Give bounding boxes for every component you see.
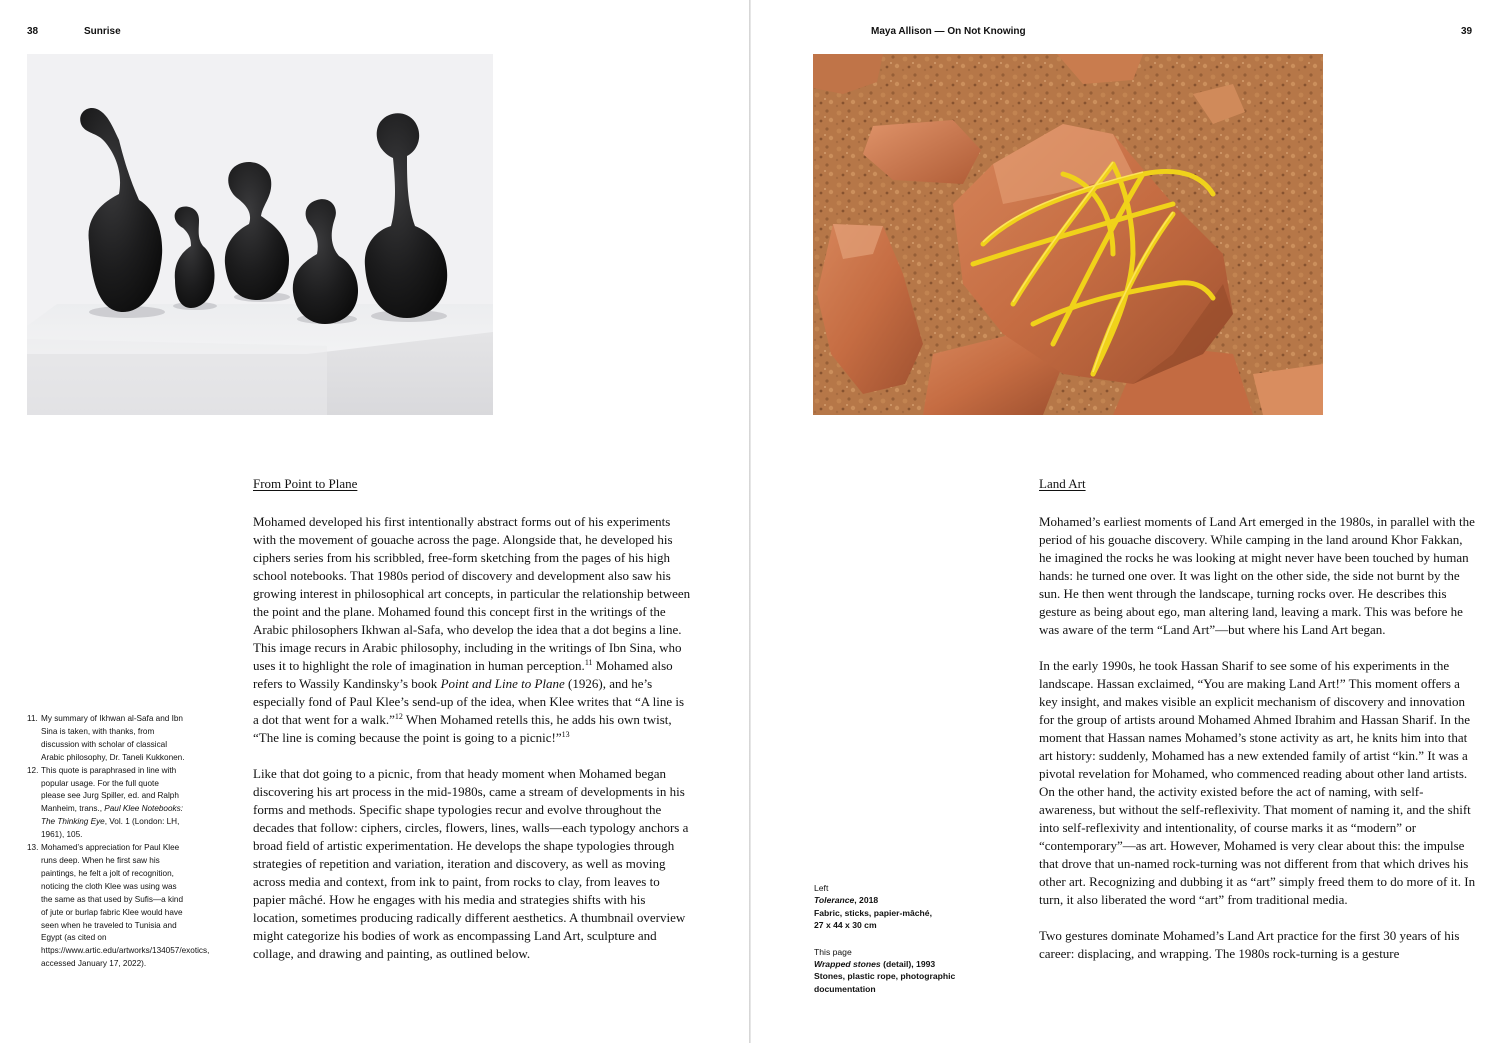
paragraph: In the early 1990s, he took Hassan Sharif to see some of his experiments in the landscape. Hassan exclaimed, “You are making Land Art!” This moment offers a key insight, and makes visible an explicit mechanism of discovery and innovation for the group of artists around Mohamed Ahmed Ibrahim and Hassan Sharif. In the moment that Hassan names Mohamed’s stone activity as art, he knits him into that art history: suddenly, Mohamed has a new extended family of artist “kin.” It was a pivotal revelation for Mohamed, who commenced reading about other land artists. On the other hand, the activity existed before the act of naming, with self-awareness, but without the self-reflexivity. That moment of naming it, and the shift into self-reflexivity and intentionality, of course marks it as “modern” or “contemporary”—as art. However, Mohamed is very clear about this: the impulse that drove that un-named rock-turning was not different from that which drives his other art. Recognizing and dubbing it as “art” simply freed them to do more of it. In turn, it also liberated the word “art” from traditional media. (1039, 658, 1476, 907)
caption-title-line (814, 894, 974, 906)
paragraph: Mohamed developed his first intentionally abstract forms out of his experiments with the movement of gouache across the page. Alongside that, he developed his ciphers series from his scribbled, free-form sketching from the pages of his high school notebooks. That 1980s period of discovery and development also saw his growing interest in philosophical art concepts, in particular the relationship between the point and the plane. Mohamed found this concept first in the writings of the Arabic philosophers Ikhwan al-Safa, who develop the idea that a dot begins a line. This image recurs in Arabic philosophy, including in the writings of Ibn Sina, who uses it to highlight the role of imagination in human perception.$^{11}$ Mohamed also refers to Wassily Kandinsky’s book Point and Line to Plane (1926), and he’s especially fond of Paul Klee’s send-up of the idea, when Klee writes that “A line is a dot that went for a walk.”$^{12}$ When Mohamed retells this, he adds his own twist, “The line is coming because the point is going to a picnic!”$^{13}$ (253, 514, 691, 745)
body-text-right (1039, 513, 1476, 981)
caption-this-page-image (814, 946, 974, 996)
book-title: Point and Line to Plane (440, 676, 565, 691)
footnote-ref: 12 (394, 712, 403, 721)
running-head-right: Maya Allison — On Not Knowing (871, 26, 1026, 37)
page-number-left: 38 (27, 26, 39, 37)
footnote-number: 11. (27, 714, 38, 723)
caption-date: , 2018 (854, 895, 879, 906)
footnote-number: 13. (27, 843, 39, 853)
footnote-text: My summary of Ikhwan al-Safa and Ibn Sina is taken, with thanks, from discussion with scholar of classical Arabic philosophy, Dr. Taneli Kukkonen. (41, 714, 185, 762)
footnote-text: This quote is paraphrased in line with popular usage. For the full quote please see Jurg Spiller, ed. and Ralph Manheim, trans., Paul Klee Notebooks: The Thinking Eye, Vol. 1 (London: LH, 1961), 105. (41, 765, 183, 840)
body-text-left (253, 513, 693, 981)
footnote-number: 12. (27, 765, 39, 775)
caption-title: Wrapped stones (814, 959, 881, 970)
paragraph: Two gestures dominate Mohamed’s Land Art practice for the first 30 years of his career: displacing, and wrapping. The 1980s rock-turning is a gesture (1039, 928, 1460, 961)
paragraph: Mohamed’s earliest moments of Land Art emerged in the 1980s, in parallel with the period of his gouache discovery. While camping in the land around Khor Fakkan, he imagined the rocks he was looking at might never have been touched by human hands: he turned one over. It was light on the other side, the side not burnt by the sun. He then went through the landscape, turning rocks over. He describes this gesture as being about ego, man altering land, leaving a mark. This was before he was aware of the term “Land Art”—but where his Land Art began. (1039, 514, 1475, 637)
wrapped-stones-photo (813, 54, 1323, 415)
caption-date: (detail), 1993 (880, 959, 936, 970)
footnote (27, 842, 210, 971)
running-head-left: Sunrise (84, 26, 121, 37)
footnotes (27, 713, 210, 971)
section-heading-left: From Point to Plane (253, 476, 358, 491)
paragraph: Like that dot going to a picnic, from that heady moment when Mohamed began discovering his art process in the mid-1980s, came a stream of developments in his forms and methods. Specific shape typologies recur and evolve throughout the decades that follow: ciphers, circles, flowers, lines, walls—each typology anchors a broad field of artistic experimentation. He develops the shape typologies through strategies of repetition and variation, iteration and discovery, as well as moving across media and context, from ink to paint, from rocks to clay, from leaves to papier mâché. How he engages with his media and strategies shifts with his location, sometimes producing radically different aesthetics. A thumbnail overview might categorize his bodies of work as encompassing Land Art, sculpture and collage, and drawing and painting, as outlined below. (253, 766, 689, 961)
caption-medium: Fabric, sticks, papier-mâché, (814, 907, 932, 918)
caption-label: Left (814, 883, 829, 893)
sculpture-photo (27, 54, 493, 415)
image-captions (814, 882, 974, 1009)
section-heading-right: Land Art (1039, 476, 1086, 491)
footnote-ref: 13 (561, 730, 570, 739)
caption-medium: Stones, plastic rope, photographic (814, 971, 956, 982)
caption-title: Tolerance (814, 895, 855, 906)
page-number-right: 39 (1461, 26, 1473, 37)
book-title: Paul Klee Notebooks: The Thinking Eye (41, 804, 183, 827)
spine-gutter (749, 0, 751, 1043)
caption-medium: documentation (814, 983, 876, 994)
caption-dimensions: 27 x 44 x 30 cm (814, 920, 877, 931)
caption-title-line (814, 958, 974, 970)
footnote (27, 713, 185, 765)
footnote-text: Mohamed’s appreciation for Paul Klee runs deep. When he first saw his paintings, he felt a jolt of recognition, noticing the cloth Klee was using was the same as that used by Sufis—a kind of jute or burlap fabric Klee would have seen when he traveled to Tunisia and Egypt (as cited on https://www.artic.edu/artworks/134057/exotics, accessed January 17, 2022). (41, 843, 210, 969)
caption-left-image (814, 882, 974, 932)
footnote-ref: 11 (584, 658, 593, 667)
caption-label: This page (814, 946, 852, 957)
footnote (27, 765, 185, 842)
